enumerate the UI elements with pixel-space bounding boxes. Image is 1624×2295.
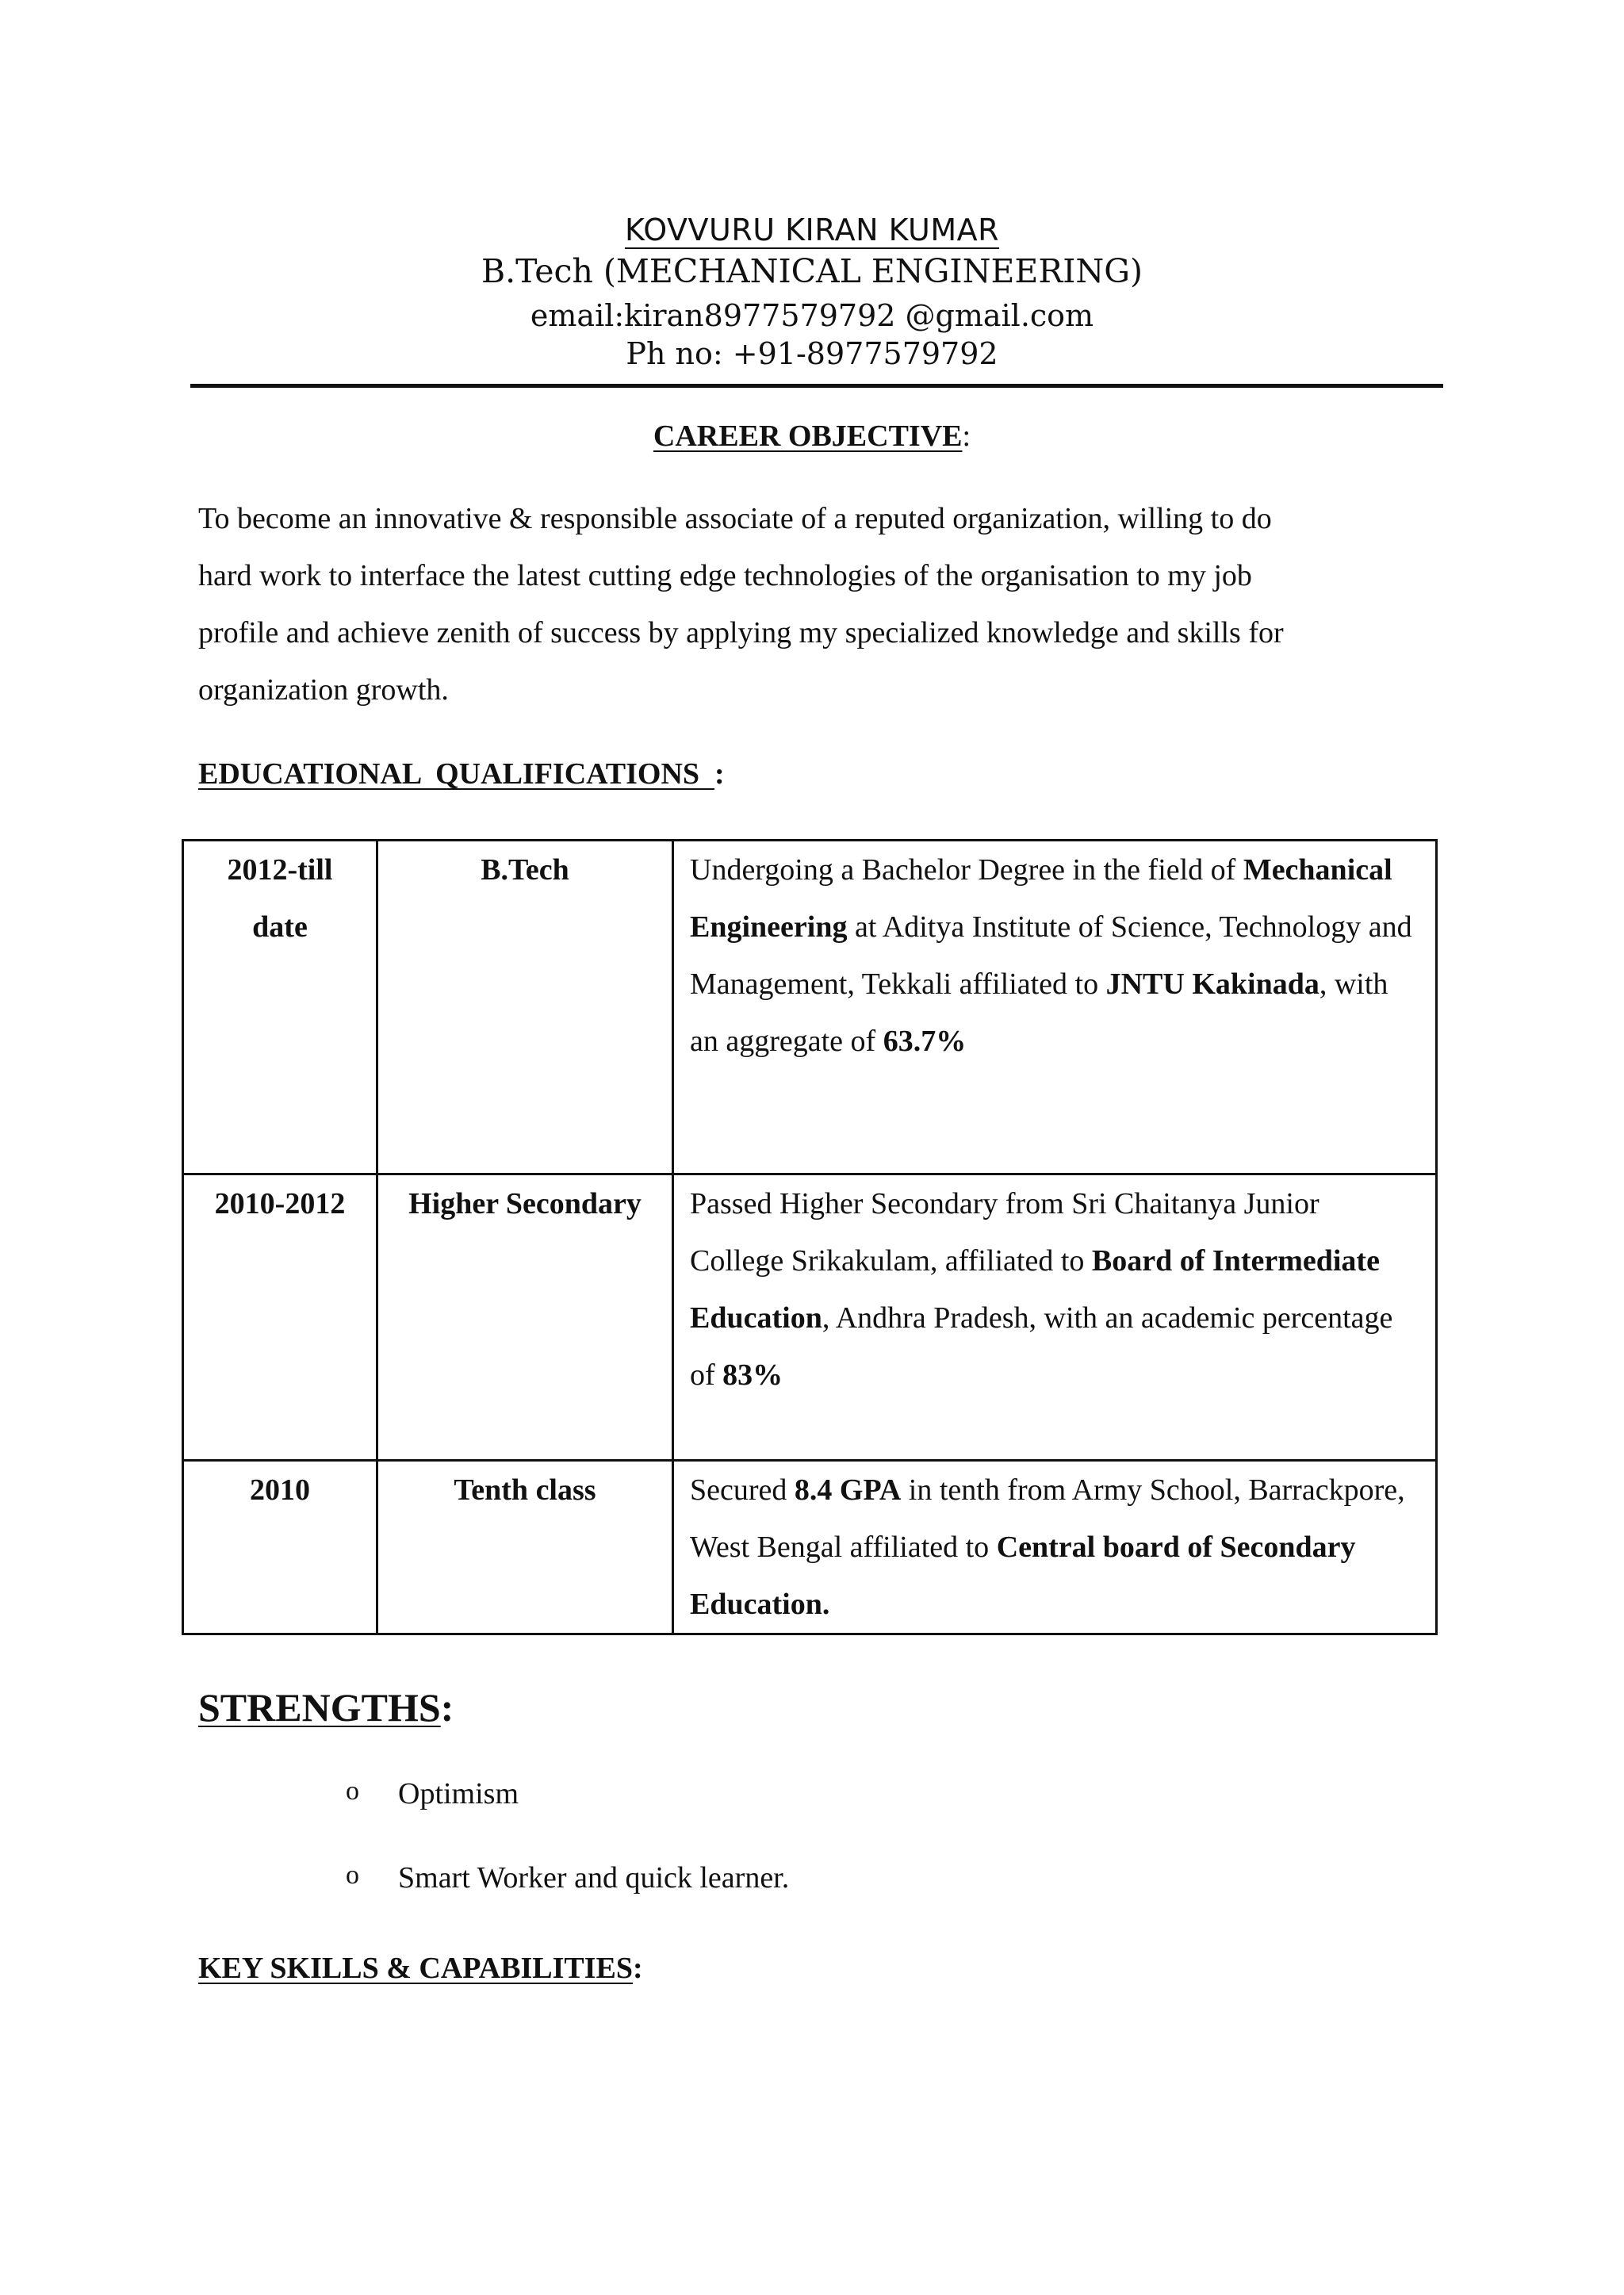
course-cell: Tenth class — [377, 1461, 673, 1634]
candidate-phone: Ph no: +91-8977579792 — [626, 336, 998, 371]
list-item: o Smart Worker and quick learner. — [346, 1860, 790, 1895]
list-item: o Optimism — [346, 1776, 519, 1810]
candidate-name: KOVVURU KIRAN KUMAR — [624, 213, 1000, 247]
career-objective-heading: CAREER OBJECTIVE: — [653, 420, 971, 453]
objective-line: organization growth. — [198, 673, 449, 707]
key-skills-heading: KEY SKILLS & CAPABILITIES: — [198, 1952, 643, 1985]
candidate-email: email:kiran8977579792 @gmail.com — [530, 298, 1094, 333]
table-row — [183, 841, 1437, 1174]
year-cell: 2010 — [183, 1461, 377, 1634]
year-cell: 2012-till date — [183, 841, 377, 1174]
year-cell: 2010-2012 — [183, 1174, 377, 1461]
table-row — [183, 1174, 1437, 1461]
header-divider — [190, 384, 1443, 388]
description-cell: Passed Higher Secondary from Sri Chaitanya Junior College Srikakulam, affiliated to Board of Intermediate Education, Andhra Pradesh, with an academic percentage of 83% — [673, 1174, 1437, 1461]
education-table — [182, 839, 1438, 1635]
table-row — [183, 1461, 1437, 1634]
objective-line: profile and achieve zenith of success by applying my specialized knowledge and skills for — [198, 616, 1284, 649]
strengths-heading: STRENGTHS: — [198, 1685, 454, 1730]
objective-line: To become an innovative & responsible associate of a reputed organization, willing to do — [198, 502, 1272, 535]
course-cell: Higher Secondary — [377, 1174, 673, 1461]
objective-line: hard work to interface the latest cutting edge technologies of the organisation to my job — [198, 559, 1252, 592]
education-heading: EDUCATIONAL QUALIFICATIONS : — [198, 757, 725, 791]
course-cell: B.Tech — [377, 841, 673, 1174]
bullet-icon: o — [346, 1860, 359, 1890]
career-objective-text — [198, 490, 1404, 718]
description-cell: Secured 8.4 GPA in tenth from Army School, Barrackpore, West Bengal affiliated to Central board of Secondary Education. — [673, 1461, 1437, 1634]
candidate-degree: B.Tech (MECHANICAL ENGINEERING) — [481, 252, 1143, 290]
bullet-icon: o — [346, 1776, 359, 1806]
strengths-list — [346, 1776, 789, 1944]
description-cell: Undergoing a Bachelor Degree in the field of Mechanical Engineering at Aditya Institute of Science, Technology and Management, Tekkali affiliated to JNTU Kakinada, with an aggregate of 63.7% — [673, 841, 1437, 1174]
